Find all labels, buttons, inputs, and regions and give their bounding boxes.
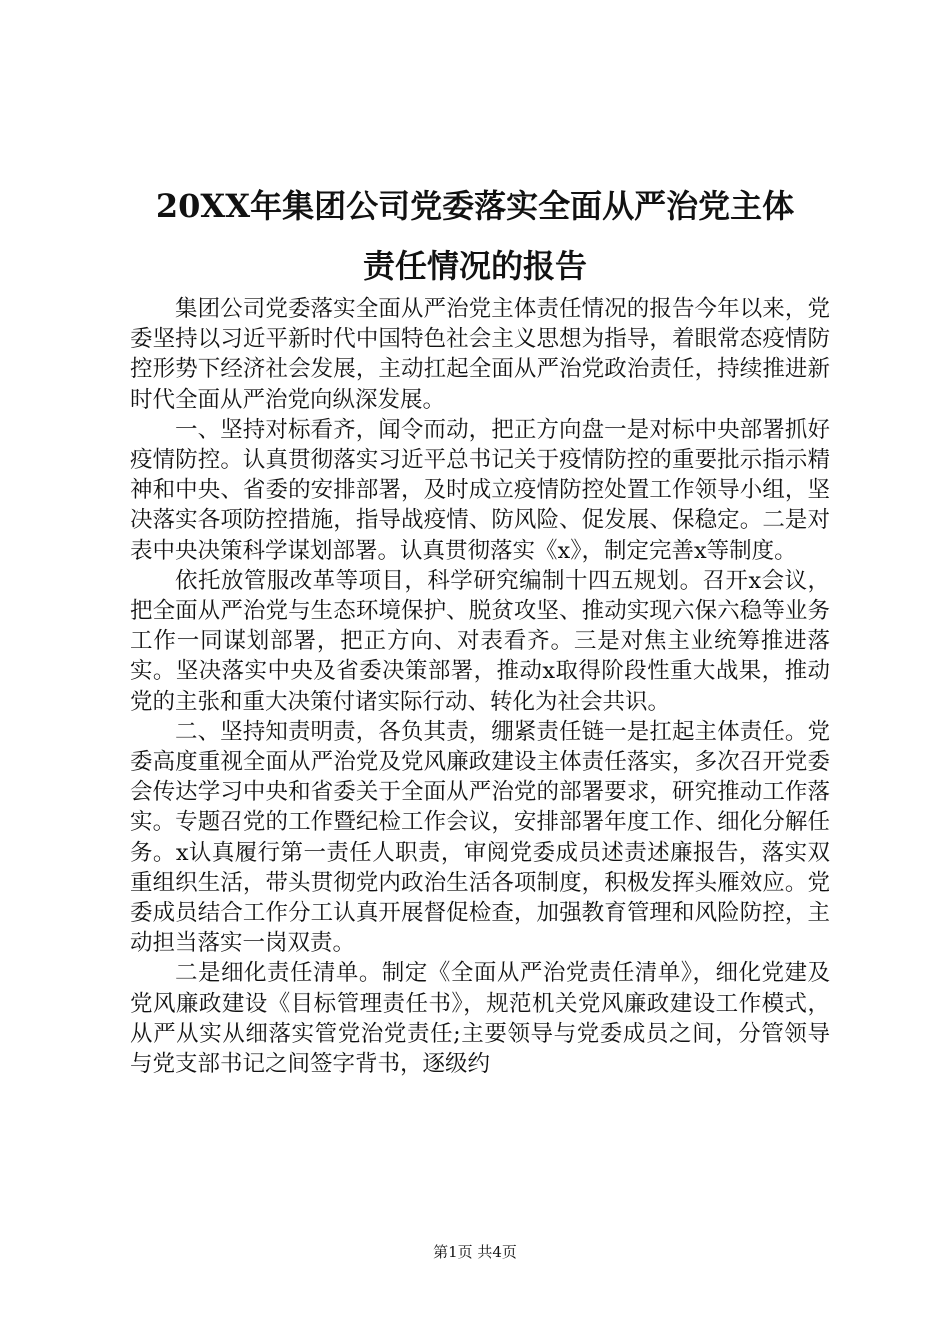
paragraph-section-2: 二、坚持知责明责，各负其责，绷紧责任链一是扛起主体责任。党委高度重视全面从严治党及党风廉政建设主体责任落实，多次召开党委会传达学习中央和省委关于全面从严治党的部署要求，研究推动工作落实。专题召党的工作暨纪检工作会议，安排部署年度工作、细化分解任务。x认真履行第一责任人职责，审阅党委成员述责述廉报告，落实双重组织生活，带头贯彻党内政治生活各项制度，积极发挥头雁效应。党委成员结合工作分工认真开展督促检查，加强教育管理和风险防控，主动担当落实一岗双责。 — [130, 718, 830, 957]
paragraph-section-2-cont: 二是细化责任清单。制定《全面从严治党责任清单》，细化党建及党风廉政建设《目标管理责任书》，规范机关党风廉政建设工作模式，从严从实从细落实管党治党责任;主要领导与党委成员之间，分管领导与党支部书记之间签字背书，逐级约 — [130, 960, 830, 1078]
document-title-line-1: 20XX年集团公司党委落实全面从严治党主体 — [155, 187, 795, 225]
page-number-footer: 第1页 共4页 — [433, 1243, 517, 1261]
paragraph-intro: 集团公司党委落实全面从严治党主体责任情况的报告今年以来，党委坚持以习近平新时代中国特色社会主义思想为指导，着眼常态疫情防控形势下经济社会发展，主动扛起全面从严治党政治责任，持续推进新时代全面从严治党向纵深发展。 — [130, 296, 830, 413]
paragraph-section-1-cont: 依托放管服改革等项目，科学研究编制十四五规划。召开x会议，把全面从严治党与生态环境保护、脱贫攻坚、推动实现六保六稳等业务工作一同谋划部署，把正方向、对表看齐。三是对焦主业统筹推进落实。坚决落实中央及省委决策部署，推动x取得阶段性重大战果，推动党的主张和重大决策付诸实际行动、转化为社会共识。 — [130, 567, 830, 715]
document-body — [130, 294, 830, 1079]
paragraph-section-1: 一、坚持对标看齐，闻令而动，把正方向盘一是对标中央部署抓好疫情防控。认真贯彻落实习近平总书记关于疫情防控的重要批示指示精神和中央、省委的安排部署，及时成立疫情防控处置工作领导小组，坚决落实各项防控措施，指导战疫情、防风险、促发展、保稳定。二是对表中央决策科学谋划部署。认真贯彻落实《x》，制定完善x等制度。 — [130, 416, 830, 564]
document-title-line-2: 责任情况的报告 — [362, 247, 587, 285]
